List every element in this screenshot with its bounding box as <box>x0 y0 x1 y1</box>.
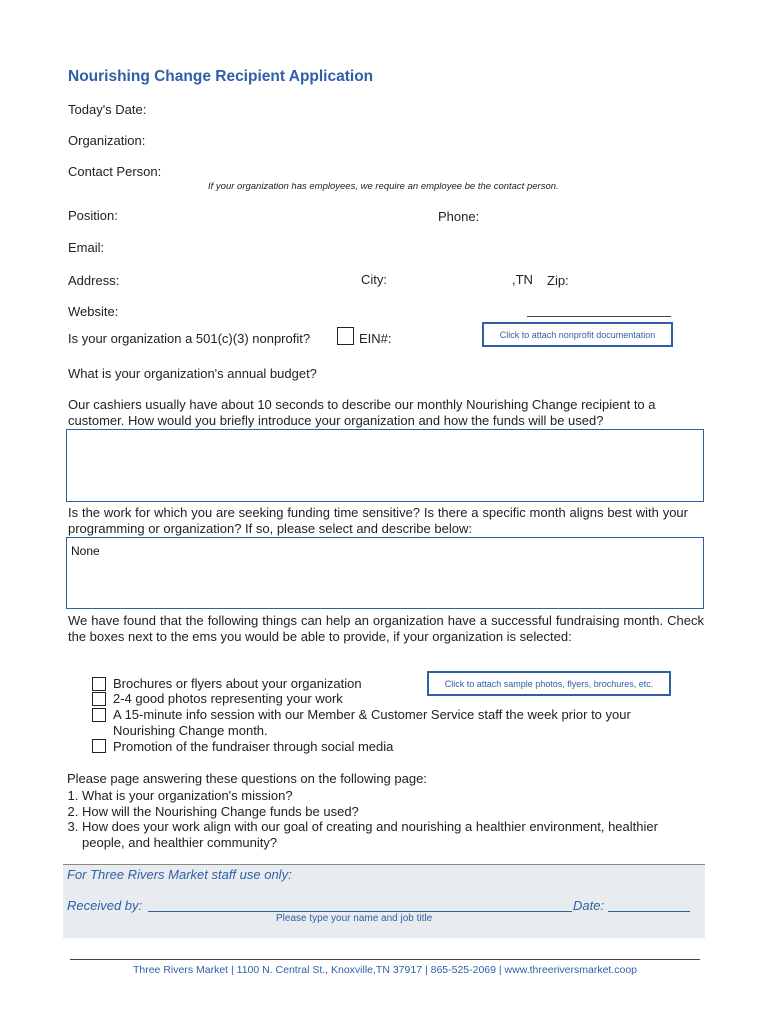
nonprofit-checkbox[interactable] <box>337 327 354 345</box>
checkbox-brochures[interactable] <box>92 677 106 691</box>
checklist-photos: 2-4 good photos representing your work <box>113 691 343 706</box>
time-sensitive-answer-box[interactable]: None <box>66 537 704 609</box>
attach-samples-button[interactable]: Click to attach sample photos, flyers, brochures, etc. <box>427 671 671 696</box>
contact-note: If your organization has employees, we require an employee be the contact person. <box>208 181 559 192</box>
staff-section-divider <box>63 864 705 865</box>
state-label: ,TN <box>512 272 533 287</box>
followup-question-2: 2. How will the Nourishing Change funds be used? <box>82 804 672 820</box>
received-by-label: Received by: <box>67 898 143 913</box>
received-by-field[interactable] <box>148 898 572 912</box>
followup-question-1: 1. What is your organization's mission? <box>82 788 672 804</box>
footer-text: Three Rivers Market | 1100 N. Central St., Knoxville,TN 37917 | 865-525-2069 | www.threeriversmarket.coop <box>132 964 638 976</box>
organization-label: Organization: <box>68 133 146 148</box>
staff-date-field[interactable] <box>608 898 690 912</box>
staff-title: For Three Rivers Market staff use only: <box>67 867 292 882</box>
followup-question-3: 3. How does your work align with our goal of creating and nourishing a healthier environment, healthier people, and healthier community? <box>82 819 672 850</box>
cashier-question: Our cashiers usually have about 10 seconds to describe our monthly Nourishing Change recipient to a customer. How would you briefly introduce your organization and how the funds will be used? <box>68 397 656 428</box>
followup-intro: Please page answering these questions on the following page: <box>67 771 427 786</box>
cashier-answer-box[interactable] <box>66 429 704 502</box>
email-label: Email: <box>68 240 105 255</box>
contact-person-label: Contact Person: <box>68 164 162 179</box>
budget-question: What is your organization's annual budget? <box>68 366 317 381</box>
time-sensitive-question: Is the work for which you are seeking funding time sensitive? Is there a specific month aligns best with your programming or organization? If so, please select and describe below: <box>68 505 688 536</box>
ein-underline <box>527 316 671 317</box>
checklist-brochures: Brochures or flyers about your organization <box>113 676 362 691</box>
checkbox-social-media[interactable] <box>92 739 106 753</box>
staff-note: Please type your name and job title <box>276 913 433 924</box>
ein-label: EIN#: <box>359 331 392 346</box>
form-title: Nourishing Change Recipient Application <box>68 68 374 85</box>
footer-divider <box>70 959 700 960</box>
checklist-social-media: Promotion of the fundraiser through social media <box>113 739 394 754</box>
phone-label: Phone: <box>438 209 480 224</box>
city-label: City: <box>361 272 387 287</box>
address-label: Address: <box>68 273 120 288</box>
zip-label: Zip: <box>547 273 569 288</box>
position-label: Position: <box>68 208 118 223</box>
followup-questions-list <box>52 788 672 850</box>
checklist-info-session: A 15-minute info session with our Member & Customer Service staff the week prior to your Nourishing Change month. <box>113 707 631 738</box>
checkbox-photos[interactable] <box>92 692 106 706</box>
staff-date-label: Date: <box>573 898 605 913</box>
checkbox-info-session[interactable] <box>92 708 106 722</box>
fundraising-intro: We have found that the following things can help an organization have a successful fundraising month. Check the boxes next to the ems you would be able to provide, if your organization is selected: <box>68 613 704 644</box>
website-label: Website: <box>68 304 119 319</box>
todays-date-label: Today's Date: <box>68 102 147 117</box>
nonprofit-question: Is your organization a 501(c)(3) nonprofit? <box>68 331 311 346</box>
attach-nonprofit-doc-button[interactable]: Click to attach nonprofit documentation <box>482 322 673 347</box>
